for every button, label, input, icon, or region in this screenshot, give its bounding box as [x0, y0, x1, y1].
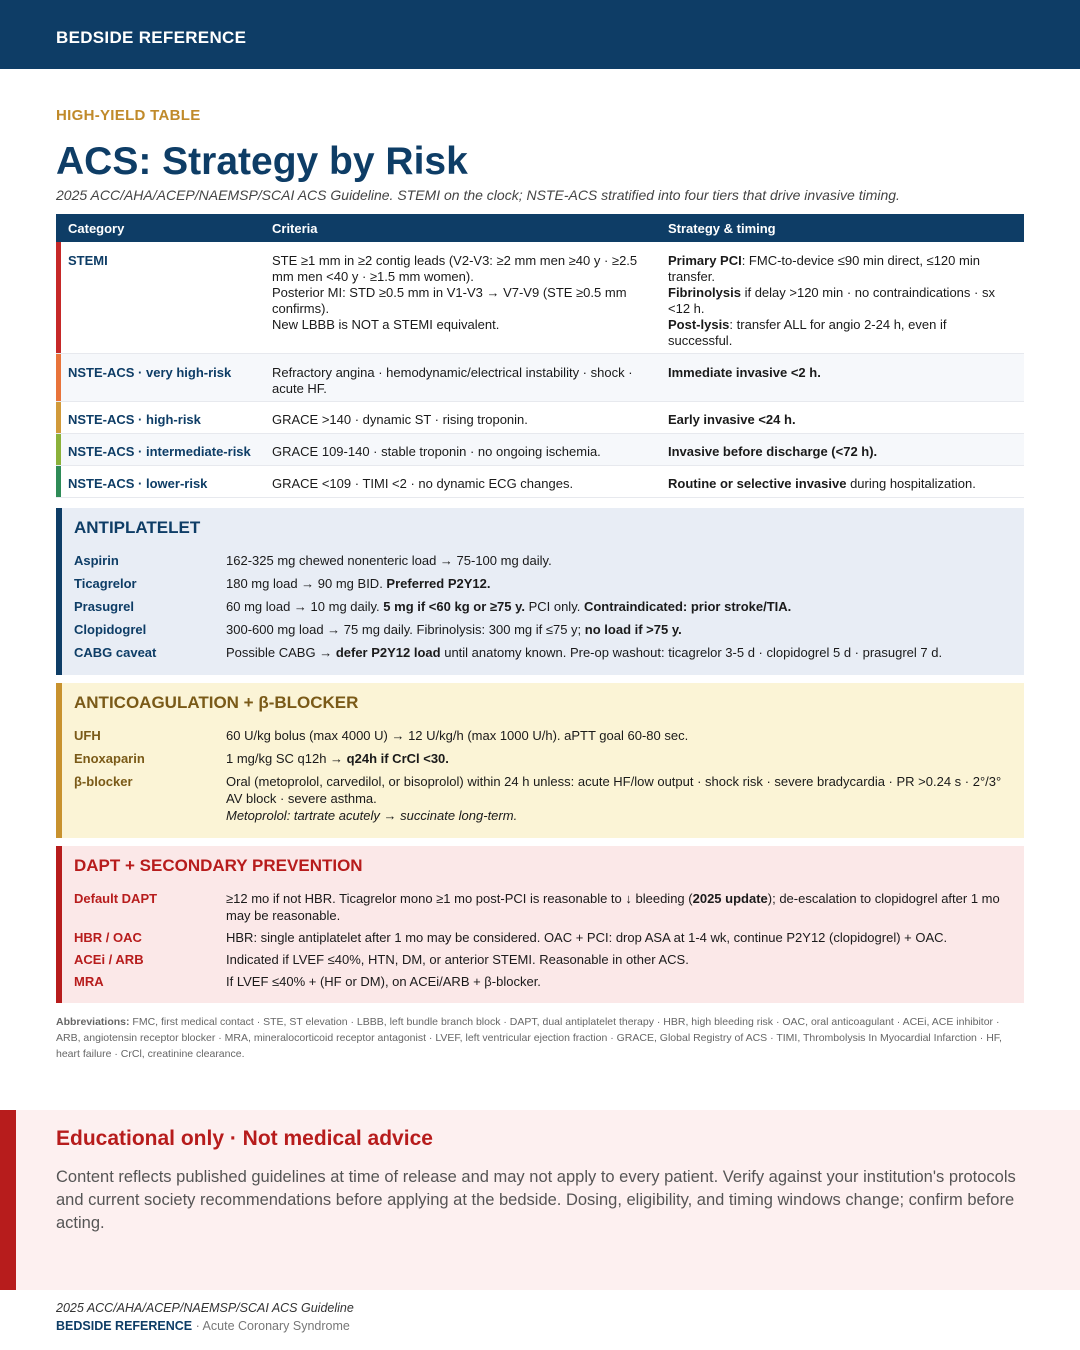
table-row-stemi: [56, 242, 1024, 354]
drug-detail: [226, 750, 1014, 767]
detail-bold: Preferred P2Y12.: [386, 576, 491, 591]
drug-row-hbr-oac: [74, 929, 1014, 946]
anticoagulation-section: [56, 683, 1024, 838]
section-accent-bar: [56, 846, 62, 1003]
drug-row-mra: [74, 973, 1014, 990]
strategy-text: : FMC-to-device ≤90 min direct, ≤120 min transfer.: [668, 253, 980, 284]
strategy-bold: Routine or selective invasive: [668, 476, 847, 491]
row-category: NSTE-ACS · high-risk: [68, 412, 201, 427]
drug-row-acei-arb: [74, 951, 1014, 968]
drug-detail: [226, 575, 1014, 592]
table-row-intermediate-risk: [56, 434, 1024, 466]
risk-stripe-high: [56, 402, 61, 433]
row-criteria: [272, 253, 668, 353]
drug-row-ticagrelor: [74, 575, 1014, 592]
drug-name: CABG caveat: [74, 645, 157, 660]
row-strategy: Invasive before discharge (<72 h).: [668, 444, 878, 459]
drug-name: Clopidogrel: [74, 622, 147, 637]
risk-table: [56, 214, 1024, 498]
section-title: DAPT + SECONDARY PREVENTION: [74, 856, 363, 875]
detail-bold: q24h if CrCl <30.: [346, 751, 449, 766]
drug-name: β-blocker: [74, 774, 133, 789]
drug-name: Prasugrel: [74, 599, 134, 614]
abbreviations-text: FMC, first medical contact · STE, ST elevation · LBBB, left bundle branch block · DAPT, dual antiplatelet therapy · HBR, high bleeding risk · OAC, oral anticoagulant · ACEi, ACE inhibitor · ARB, angiotensin receptor blocker · MRA, mineralocorticoid receptor antagonist · LVEF, left ventricular ejection fraction · GRACE, Global Registry of ACS · TIMI, Thrombolysis In Myocardial Infarction · HF, heart failure · CrCl, creatinine clearance.: [56, 1016, 1002, 1060]
disclaimer-body: Content reflects published guidelines at time of release and may not apply to every patient. Verify against your institution's protocols and current society recommendations before applying at the bedside. Dosing, eligibility, and timing windows change; confirm before acting.: [56, 1168, 1016, 1232]
risk-stripe-lower: [56, 466, 61, 497]
drug-row-cabg-caveat: [74, 644, 1014, 661]
disclaimer-accent-bar: [0, 1110, 16, 1290]
drug-name: ACEi / ARB: [74, 952, 144, 967]
drug-detail: [226, 890, 1014, 924]
section-title: ANTICOAGULATION + β-BLOCKER: [74, 693, 359, 712]
detail-bold: 5 mg if <60 kg or ≥75 y.: [383, 599, 525, 614]
detail-text: 180 mg load → 90 mg BID.: [226, 576, 387, 591]
detail-bold: 2025 update: [692, 891, 768, 906]
strategy-bold: Fibrinolysis: [668, 285, 741, 300]
risk-stripe-very-high: [56, 354, 61, 401]
row-category: NSTE-ACS · lower-risk: [68, 476, 208, 491]
row-strategy: Immediate invasive <2 h.: [668, 365, 821, 380]
drug-detail: [226, 773, 1014, 824]
drug-row-ufh: [74, 727, 1014, 744]
drug-detail: 60 U/kg bolus (max 4000 U) → 12 U/kg/h (max 1000 U/h). aPTT goal 60-80 sec.: [226, 728, 689, 743]
drug-name: HBR / OAC: [74, 930, 142, 945]
detail-text: ≥12 mo if not HBR. Ticagrelor mono ≥1 mo post-PCI is reasonable to ↓ bleeding (: [226, 891, 693, 906]
section-title: ANTIPLATELET: [74, 518, 201, 537]
section-accent-bar: [56, 683, 62, 838]
drug-name: Default DAPT: [74, 891, 158, 906]
row-criteria: GRACE 109-140 · stable troponin · no ongoing ischemia.: [272, 444, 601, 459]
strategy-text: : transfer ALL for angio 2-24 h, even if successful.: [668, 317, 947, 348]
drug-row-prasugrel: [74, 598, 1014, 615]
top-banner: [0, 0, 1080, 69]
risk-stripe-stemi: [56, 242, 61, 353]
table-row-high-risk: [56, 402, 1024, 434]
strategy-text: during hospitalization.: [846, 476, 976, 491]
footer-topic: · Acute Coronary Syndrome: [192, 1319, 350, 1333]
drug-detail: 162-325 mg chewed nonenteric load → 75-100 mg daily.: [226, 553, 552, 568]
drug-name: UFH: [74, 728, 101, 743]
detail-text: Possible CABG →: [226, 645, 336, 660]
abbreviations-lead: Abbreviations:: [56, 1016, 130, 1028]
row-strategy: Early invasive <24 h.: [668, 412, 796, 427]
section-accent-bar: [56, 508, 62, 675]
detail-bold: Contraindicated: prior stroke/TIA.: [583, 599, 792, 614]
row-criteria: GRACE <109 · TIMI <2 · no dynamic ECG changes.: [272, 476, 574, 491]
detail-text: ); de-escalation to clopidogrel after 1 mo may be reasonable.: [226, 891, 1000, 923]
criteria-line: Posterior MI: STD ≥0.5 mm in V1-V3 → V7-V9 (STE ≥0.5 mm confirms).: [272, 285, 627, 316]
row-category: STEMI: [68, 253, 108, 268]
drug-detail: HBR: single antiplatelet after 1 mo may be considered. OAC + PCI: drop ASA at 1-4 wk, continue P2Y12 (clopidogrel) + OAC.: [226, 930, 948, 945]
antiplatelet-section: [56, 508, 1024, 675]
drug-name: Aspirin: [74, 553, 119, 568]
drug-detail: [226, 598, 1014, 615]
drug-detail: If LVEF ≤40% + (HF or DM), on ACEi/ARB + β-blocker.: [226, 974, 541, 989]
strategy-text: if delay >120 min · no contraindications · sx <12 h.: [668, 285, 995, 316]
drug-row-beta-blocker: [74, 773, 1014, 824]
row-strategy: [668, 253, 1024, 353]
detail-text: 60 mg load → 10 mg daily.: [226, 599, 384, 614]
row-criteria: GRACE >140 · dynamic ST · rising troponin.: [272, 412, 528, 427]
header-category: Category: [68, 220, 125, 236]
drug-row-aspirin: [74, 552, 1014, 569]
detail-text: 300-600 mg load → 75 mg daily. Fibrinolysis: 300 mg if ≤75 y;: [226, 622, 585, 637]
strategy-line: [668, 285, 1010, 317]
strategy-bold: Post-lysis: [668, 317, 730, 332]
footer-source: 2025 ACC/AHA/ACEP/NAEMSP/SCAI ACS Guideline: [56, 1301, 354, 1315]
drug-detail: [226, 644, 1014, 661]
detail-text: PCI only.: [524, 599, 584, 614]
detail-text: 1 mg/kg SC q12h →: [226, 751, 347, 766]
drug-row-clopidogrel: [74, 621, 1014, 638]
strategy-line: [668, 253, 1010, 285]
drug-name: MRA: [74, 974, 104, 989]
dapt-section: [56, 846, 1024, 1003]
table-row-lower-risk: [56, 466, 1024, 498]
strategy-bold: Primary PCI: [668, 253, 742, 268]
row-category: NSTE-ACS · intermediate-risk: [68, 444, 251, 459]
header-strategy: Strategy & timing: [668, 220, 776, 236]
footer-brand-line: [56, 1317, 354, 1335]
strategy-line: [668, 317, 1010, 349]
drug-name: Ticagrelor: [74, 576, 137, 591]
detail-note: Metoprolol: tartrate acutely → succinate long-term.: [226, 808, 518, 823]
drug-detail: [226, 621, 1014, 638]
detail-text: until anatomy known. Pre-op washout: ticagrelor 3-5 d · clopidogrel 5 d · prasugrel 7 d.: [440, 645, 943, 660]
table-row-very-high-risk: [56, 354, 1024, 402]
drug-row-default-dapt: [74, 890, 1014, 924]
drug-name: Enoxaparin: [74, 751, 145, 766]
risk-stripe-intermediate: [56, 434, 61, 465]
disclaimer-title: Educational only · Not medical advice: [56, 1127, 433, 1150]
detail-bold: defer P2Y12 load: [335, 645, 441, 660]
page-title: ACS: Strategy by Risk: [56, 140, 468, 183]
table-header: [56, 214, 1024, 242]
kicker: HIGH-YIELD TABLE: [56, 107, 201, 124]
drug-row-enoxaparin: [74, 750, 1014, 767]
page-subtitle: 2025 ACC/AHA/ACEP/NAEMSP/SCAI ACS Guideline. STEMI on the clock; NSTE-ACS stratified into four tiers that drive invasive timing.: [56, 187, 900, 203]
criteria-line: STE ≥1 mm in ≥2 contig leads (V2-V3: ≥2 mm men ≥40 y · ≥2.5 mm men <40 y · ≥1.5 mm women).: [272, 253, 638, 284]
detail-bold: no load if >75 y.: [584, 622, 682, 637]
abbreviations: [56, 1014, 1024, 1062]
disclaimer-box: [0, 1110, 1080, 1290]
banner-label: BEDSIDE REFERENCE: [56, 28, 247, 47]
row-strategy: [668, 476, 1024, 497]
row-criteria: Refractory angina · hemodynamic/electrical instability · shock · acute HF.: [272, 365, 633, 396]
drug-detail: Indicated if LVEF ≤40%, HTN, DM, or anterior STEMI. Reasonable in other ACS.: [226, 952, 689, 967]
footer: [56, 1299, 354, 1335]
header-criteria: Criteria: [272, 220, 318, 236]
criteria-line: New LBBB is NOT a STEMI equivalent.: [272, 317, 500, 332]
footer-brand: BEDSIDE REFERENCE: [56, 1319, 193, 1333]
row-category: NSTE-ACS · very high-risk: [68, 365, 232, 380]
detail-text: Oral (metoprolol, carvedilol, or bisoprolol) within 24 h unless: acute HF/low output · shock risk · severe bradycardia · PR >0.24 s · 2°/3° AV block · severe asthma.: [226, 774, 1002, 806]
